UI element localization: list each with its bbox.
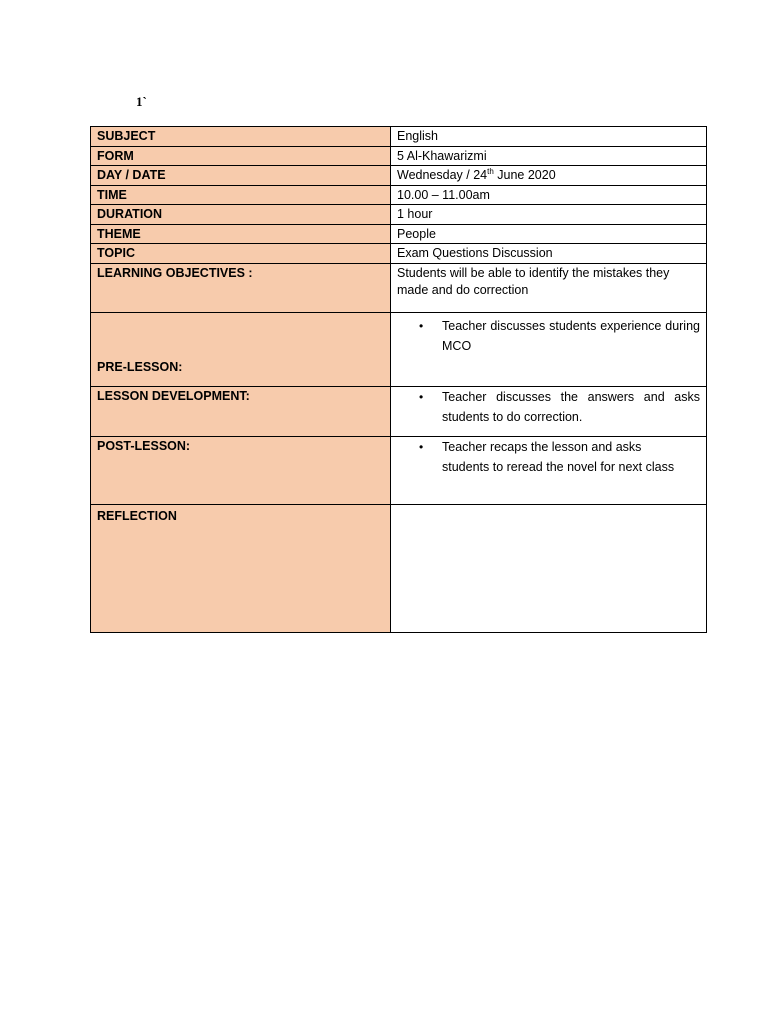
row-topic bbox=[91, 244, 707, 264]
day-date-value bbox=[391, 166, 707, 186]
row-pre-lesson bbox=[91, 313, 707, 387]
pre-lesson-label: PRE-LESSON: bbox=[91, 313, 391, 387]
page-mark: 1` bbox=[136, 94, 147, 109]
time-value: 10.00 – 11.00am bbox=[391, 186, 707, 205]
row-post-lesson bbox=[91, 437, 707, 505]
post-lesson-text-line2: students to reread the novel for next class bbox=[442, 459, 675, 474]
theme-value: People bbox=[391, 225, 707, 244]
row-reflection bbox=[91, 505, 707, 633]
form-label: FORM bbox=[91, 147, 391, 166]
pre-lesson-text: Teacher discusses students experience during MCO bbox=[442, 319, 700, 353]
learning-objectives-value: Students will be able to identify the mistakes they made and do correction bbox=[391, 264, 707, 313]
pre-lesson-value bbox=[391, 313, 707, 387]
pre-lesson-list bbox=[397, 317, 700, 356]
bullet-icon: • bbox=[419, 440, 424, 454]
lesson-plan-table bbox=[90, 126, 707, 633]
topic-value: Exam Questions Discussion bbox=[391, 244, 707, 264]
time-label: TIME bbox=[91, 186, 391, 205]
post-lesson-label: POST-LESSON: bbox=[91, 437, 391, 505]
row-learning-objectives bbox=[91, 264, 707, 313]
duration-value: 1 hour bbox=[391, 205, 707, 225]
row-lesson-development bbox=[91, 387, 707, 437]
learning-objectives-label: LEARNING OBJECTIVES : bbox=[91, 264, 391, 313]
bullet-icon: • bbox=[419, 390, 424, 404]
list-item bbox=[419, 388, 700, 427]
topic-label: TOPIC bbox=[91, 244, 391, 264]
form-value: 5 Al-Khawarizmi bbox=[391, 147, 707, 166]
row-form bbox=[91, 147, 707, 166]
list-item bbox=[419, 438, 700, 477]
post-lesson-list bbox=[397, 438, 700, 477]
row-subject bbox=[91, 127, 707, 147]
subject-value: English bbox=[391, 127, 707, 147]
lesson-development-value bbox=[391, 387, 707, 437]
lesson-development-label: LESSON DEVELOPMENT: bbox=[91, 387, 391, 437]
reflection-value bbox=[391, 505, 707, 633]
post-lesson-text-line1: Teacher recaps the lesson and asks bbox=[442, 440, 642, 454]
row-time bbox=[91, 186, 707, 205]
reflection-label: REFLECTION bbox=[91, 505, 391, 633]
theme-label: THEME bbox=[91, 225, 391, 244]
row-day-date bbox=[91, 166, 707, 186]
day-date-label: DAY / DATE bbox=[91, 166, 391, 186]
list-item bbox=[419, 317, 700, 356]
day-date-value-main: Wednesday / 24 bbox=[397, 168, 488, 182]
lesson-development-list bbox=[397, 388, 700, 427]
day-date-ordinal: th bbox=[487, 166, 494, 176]
bullet-icon: • bbox=[419, 319, 424, 333]
row-duration bbox=[91, 205, 707, 225]
lesson-development-text: Teacher discusses the answers and asks students to do correction. bbox=[442, 390, 700, 424]
post-lesson-value bbox=[391, 437, 707, 505]
day-date-value-rest: June 2020 bbox=[493, 168, 556, 182]
subject-label: SUBJECT bbox=[91, 127, 391, 147]
duration-label: DURATION bbox=[91, 205, 391, 225]
row-theme bbox=[91, 225, 707, 244]
